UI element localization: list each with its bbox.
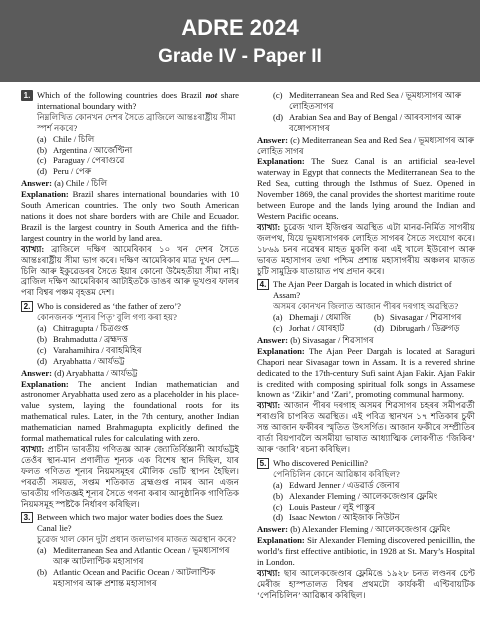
explanation-assamese: ব্যাখ্যা: আজান পীৰৰ দৰগাহ অসমৰ শিৱসাগৰ চহৰৰ সমীপৱৰ্তী শৰাগুৰি চাপৰিত অৱস্থিত। এই পবিত্ৰ স্থানখন ১৭ শতিকাৰ চুফী সন্ত আজান ফকীৰৰ স্মৃতিত উৎসৰ্গিত। আজান ফকীৰে সম্প্ৰীতিৰ বাৰ্তা বিয়পাবলৈ অসমীয়া ভাষাত আধ্যাত্মিক লোকগীত ‘জিকিৰ’ আৰু ‘জাৰি’ ৰচনা কৰিছিল। [257,400,475,454]
option-a: (a) Dhemaji / ধেমাজি [273,312,351,323]
option-b: (b) Sivasagar / শিৱসাগৰ [374,312,462,323]
option-b: (b) Brahmadutta / ব্ৰহ্মদত্ত [37,333,128,344]
options-list [21,323,239,367]
option-d: (d) Peru / পেৰু [37,166,92,177]
question-text: Who discovered Penicillin? [273,457,368,468]
question-number: 1. [21,90,33,101]
question-text-assamese: নিম্নলিখিত কোনখন দেশৰ সৈতে ব্ৰাজিলে আন্তঃৰাষ্ট্ৰীয় সীমা স্পৰ্শ নকৰে? [37,111,236,133]
explanation: Explanation: The ancient Indian mathematician and astronomer Aryabhatta used zero as a placeholder in his place-value system, laying the foundational roots for its mathematical rules. Later, in the 7th century, another Indian mathematician named Brahmagupta explicitly defined the formal mathematical rules for calculating with zero. [21,378,239,444]
option-c: (c) Varahamihira / বৰাহমিহিৰ [37,344,142,355]
option-d: (d) Isaac Newton / আইজাক নিউটন [273,512,400,523]
question-text-assamese: কোনজনক ‘শূন্যৰ পিতৃ’ বুলি গণ্য কৰা হয়? [37,312,177,323]
option-b: (b) Atlantic Ocean and Pacific Ocean / আটলাণ্টিক মহাসাগৰ আৰু প্ৰশান্ত মহাসাগৰ [37,566,216,588]
question-text-assamese: পেনিচিলিন কোনে আৱিষ্কাৰ কৰিছিল? [273,468,400,479]
question-number: 5. [257,458,269,469]
question-text: Which of the following countries does Brazil not share international boundary with? [37,90,239,111]
explanation-assamese: ব্যাখ্যা: চুৱেজ খাল ইজিপ্তৰ অৱস্থিত এটা মানৱ-নিৰ্মিত সাগৰীয় জলপথ, যিয়ে ভূমধ্যসাগৰক লোহিত সাগৰৰ সৈতে সংযোগ কৰে। ১৮৬৯ চনৰ নৱেম্বৰ মাহত মুকলি কৰা এই খালে ইউৰোপ আৰু ভাৰত মহাসাগৰ তথা পশ্চিম প্ৰশান্ত মহাসাগৰীয় অঞ্চলৰ মাজত চুটি সামুদ্ৰিক যাতায়াত পথ প্ৰদান কৰে। [257,221,475,276]
question-text-assamese: অসমৰ কোনখন জিলাত আজান পীৰৰ দৰগাহ অৱস্থিত? [273,301,459,312]
options-list [257,480,475,524]
option-c: (c) Jorhat / যোৰহাট [273,323,345,334]
header-banner [0,0,480,82]
option-b: (b) Alexander Fleming / আলেকজেণ্ডাৰ ফ্লেমিং [273,490,438,501]
explanation-assamese: ব্যাখ্যা: ব্ৰাজিলে দক্ষিণ আমেৰিকাৰ ১০ খন দেশৰ সৈতে আন্তঃৰাষ্ট্ৰীয় সীমা ভাগ কৰে। দক্ষিণ আমেৰিকাৰ মাত্ৰ দুখন দেশ—চিলি আৰু ইকুৱেডৰৰ সৈতে ইয়াৰ কোনো উমৈহতীয়া সীমা নাই। ব্ৰাজিল দক্ষিণ আমেৰিকাৰ আটাইতকৈ ডাঙৰ আৰু ভূখণ্ডৰ ফালৰ পৰা বিশ্বৰ পঞ্চম বৃহত্তম দেশ। [21,243,239,298]
options-list [21,134,239,178]
option-c: (c) Mediterranean Sea and Red Sea / ভূমধ্যসাগৰ আৰু লোহিতসাগৰ [273,90,462,111]
option-a: (a) Edward Jenner / এডৱাৰ্ড জেনাৰ [273,479,400,490]
option-c: (c) Paraguay / পেৰাগুৱে [37,155,125,166]
explanation: Explanation: The Suez Canal is an artificial sea-level waterway in Egypt that connects the Mediterranean Sea to the Red Sea, cutting through the Isthmus of Suez. Opened in November 1869, the canal provides the shortest maritime route between Europe and the lands lying around the Indian and Western Pacific oceans. [257,156,475,221]
question-1 [21,90,239,134]
option-a: (a) Chile / চিলি [37,133,95,144]
options-list-continued [257,90,475,134]
answer-line: Answer: (d) Aryabhatta / আৰ্যভট্ট [21,367,138,378]
question-5 [257,458,475,480]
question-2 [21,301,239,323]
left-column [21,90,239,589]
options-grid [257,312,475,334]
question-text: The Ajan Peer Dargah is located in which district of Assam? [273,279,452,301]
explanation-assamese: ব্যাখ্যা: প্ৰাচীন ভাৰতীয় গণিতজ্ঞ আৰু জ্যোতিৰ্বিজ্ঞানী আৰ্যভট্টই তেওঁৰ স্থান-মান প্ৰণালীত শূন্যক এক বিশেষ স্থান দিছিল, যাৰ ফলত গণিতত শূন্যৰ নিয়মসমূহৰ মৌলিক ভেটি স্থাপন হৈছিল। পৰৱৰ্তী সময়ত, সপ্তম শতিকাত ব্ৰহ্মগুপ্ত নামৰ আন এজন ভাৰতীয় গণিতজ্ঞই শূন্যৰ সৈতে গণনা কৰাৰ আনুষ্ঠানিক গাণিতিক নিয়মসমূহ স্পষ্টকৈ নিৰ্ধাৰণ কৰিছিল। [21,444,239,509]
option-b: (b) Argentina / আৰ্জেণ্টিনা [37,144,133,155]
exam-title: ADRE 2024 [181,15,299,40]
option-d: (d) Dibrugarh / ডিব্ৰুগড় [374,323,460,334]
option-a: (a) Chitragupta / চিত্ৰগুপ্ত [37,323,129,334]
answer-line: Answer: (b) Alexander Fleming / আলেকজেণ্ডাৰ ফ্লেমিং [257,524,451,535]
question-3 [21,512,239,545]
answer-line: Answer: (c) Mediterranean Sea and Red Sea / ভূমধ্যসাগৰ আৰু লোহিত সাগৰ [257,134,475,156]
answer-line: Answer: (b) Sivasagar / শিৱসাগৰ [257,334,374,345]
right-column [257,90,475,601]
question-number: 2. [21,301,33,312]
question-number: 3. [21,512,33,523]
answer-line: Answer: (a) Chile / চিলি [21,178,108,189]
explanation: Explanation: Brazil shares international boundaries with 10 South American countries. The only two South American nations it does not share borders with are Chile and Ecuador. Brazil is the largest country in South America and the fifth-largest country in the world by land area. [21,189,239,243]
option-a: (a) Mediterranean Sea and Atlantic Ocean / ভূমধ্যসাগৰ আৰু আটলাণ্টিক মহাসাগৰ [37,545,230,567]
options-list [21,545,239,589]
option-c: (c) Louis Pasteur / লুই পাস্তুৰ [273,501,376,512]
question-text-assamese: চুৱেজ খাল কোন দুটা প্ৰধান জলভাগৰ মাজত অৱস্থান কৰে? [37,534,236,545]
question-4 [257,279,475,312]
explanation: Explanation: Sir Alexander Fleming discovered penicillin, the world’s first effective antibiotic, in 1928 at St. Mary’s Hospital in London. [257,535,476,568]
option-d: (d) Aryabhatta / আৰ্যভট্ট [37,355,125,366]
explanation: Explanation: The Ajan Peer Dargah is located at Saraguri Chapori near Sivasagar town in Assam. It is a revered shrine dedicated to the 17th-century Sufi saint Ajan Fakir. Ajan Fakir is credited with composing spiritual folk songs in Assamese known as ‘Zikir’ and ‘Zari’, promoting communal harmony. [257,345,475,400]
question-text: Who is considered as ‘the father of zero’? [37,301,181,312]
question-number: 4. [257,279,269,290]
paper-subtitle: Grade IV - Paper II [158,46,322,67]
question-text: Between which two major water bodies does the Suez Canal lie? [37,512,223,534]
explanation-assamese: ব্যাখ্যা: ছাৰ আলেকজেণ্ডাৰ ফ্লেমিঙে ১৯২৮ চনত লণ্ডনৰ চেণ্ট মেৰীজ হাস্পতালত বিশ্বৰ প্ৰথমটো কাৰ্যকৰী এণ্টিবায়টিক ‘পেনিচিলিন’ আৱিষ্কাৰ কৰিছিল। [257,567,475,600]
option-d: (d) Arabian Sea and Bay of Bengal / আৰবসাগৰ আৰু বঙ্গোপসাগৰ [273,111,462,133]
